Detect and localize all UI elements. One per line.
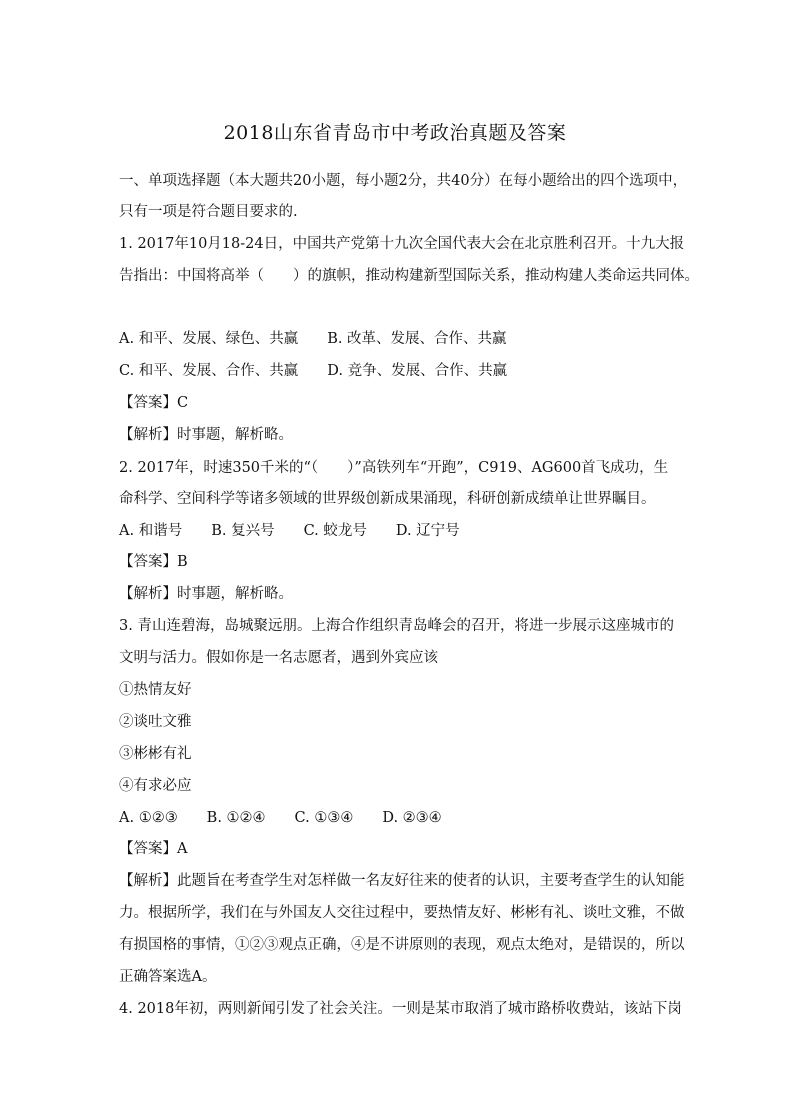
q1-options-line-2: C. 和平、发展、合作、共赢 D. 竞争、发展、合作、共赢 <box>119 363 508 379</box>
q3-item-4: ④有求必应 <box>119 778 192 794</box>
q3-item-2: ②谈吐文雅 <box>119 714 192 730</box>
q3-answer: 【答案】A <box>119 841 188 857</box>
q3-options: A. ①②③ B. ①②④ C. ①③④ D. ②③④ <box>119 810 442 826</box>
q2-options: A. 和谐号 B. 复兴号 C. 蛟龙号 D. 辽宁号 <box>119 523 460 539</box>
q1-analysis: 【解析】时事题，解析略。 <box>119 427 293 443</box>
q2-answer: 【答案】B <box>119 554 188 570</box>
q3-analysis-line-4: 正确答案选A。 <box>119 969 217 985</box>
q3-stem-line-2: 文明与活力。假如你是一名志愿者，遇到外宾应该 <box>119 650 438 666</box>
q3-item-3: ③彬彬有礼 <box>119 746 192 762</box>
q4-stem-line-1: 4. 2018年初，两则新闻引发了社会关注。一则是某市取消了城市路桥收费站，该站下岗 <box>119 1001 682 1017</box>
q3-analysis-line-2: 力。根据所学，我们在与外国友人交往过程中，要热情友好、彬彬有礼、谈吐文雅，不做 <box>119 905 685 921</box>
q1-answer: 【答案】C <box>119 395 189 411</box>
q3-stem-line-1: 3. 青山连碧海，岛城聚远朋。上海合作组织青岛峰会的召开，将进一步展示这座城市的 <box>119 618 674 634</box>
q3-item-1: ①热情友好 <box>119 682 192 698</box>
q1-stem-line-1: 1. 2017年10月18-24日，中国共产党第十九次全国代表大会在北京胜利召开。十九大报 <box>119 236 685 252</box>
q2-analysis: 【解析】时事题，解析略。 <box>119 586 293 602</box>
section-header-line-2: 只有一项是符合题目要求的. <box>119 204 298 220</box>
q3-analysis-line-3: 有损国格的事情，①②③观点正确，④是不讲原则的表现，观点太绝对，是错误的，所以 <box>119 937 685 953</box>
page-title: 2018山东省青岛市中考政治真题及答案 <box>223 122 567 144</box>
q2-stem-line-1: 2. 2017年，时速350千米的“（ ）”高铁列车“开跑”，C919、AG600首飞成功，生 <box>119 460 669 476</box>
q2-stem-line-2: 命科学、空间科学等诸多领域的世界级创新成果涌现，科研创新成绩单让世界瞩目。 <box>119 491 656 507</box>
q3-analysis-line-1: 【解析】此题旨在考查学生对怎样做一名友好往来的使者的认识，主要考查学生的认知能 <box>119 873 685 889</box>
q1-options-line-1: A. 和平、发展、绿色、共赢 B. 改革、发展、合作、共赢 <box>119 331 507 347</box>
section-header-line-1: 一、单项选择题（本大题共20小题，每小题2分，共40分）在每小题给出的四个选项中， <box>119 173 688 189</box>
q1-stem-line-2: 告指出：中国将高举（ ）的旗帜，推动构建新型国际关系，推动构建人类命运共同体。 <box>119 268 699 284</box>
